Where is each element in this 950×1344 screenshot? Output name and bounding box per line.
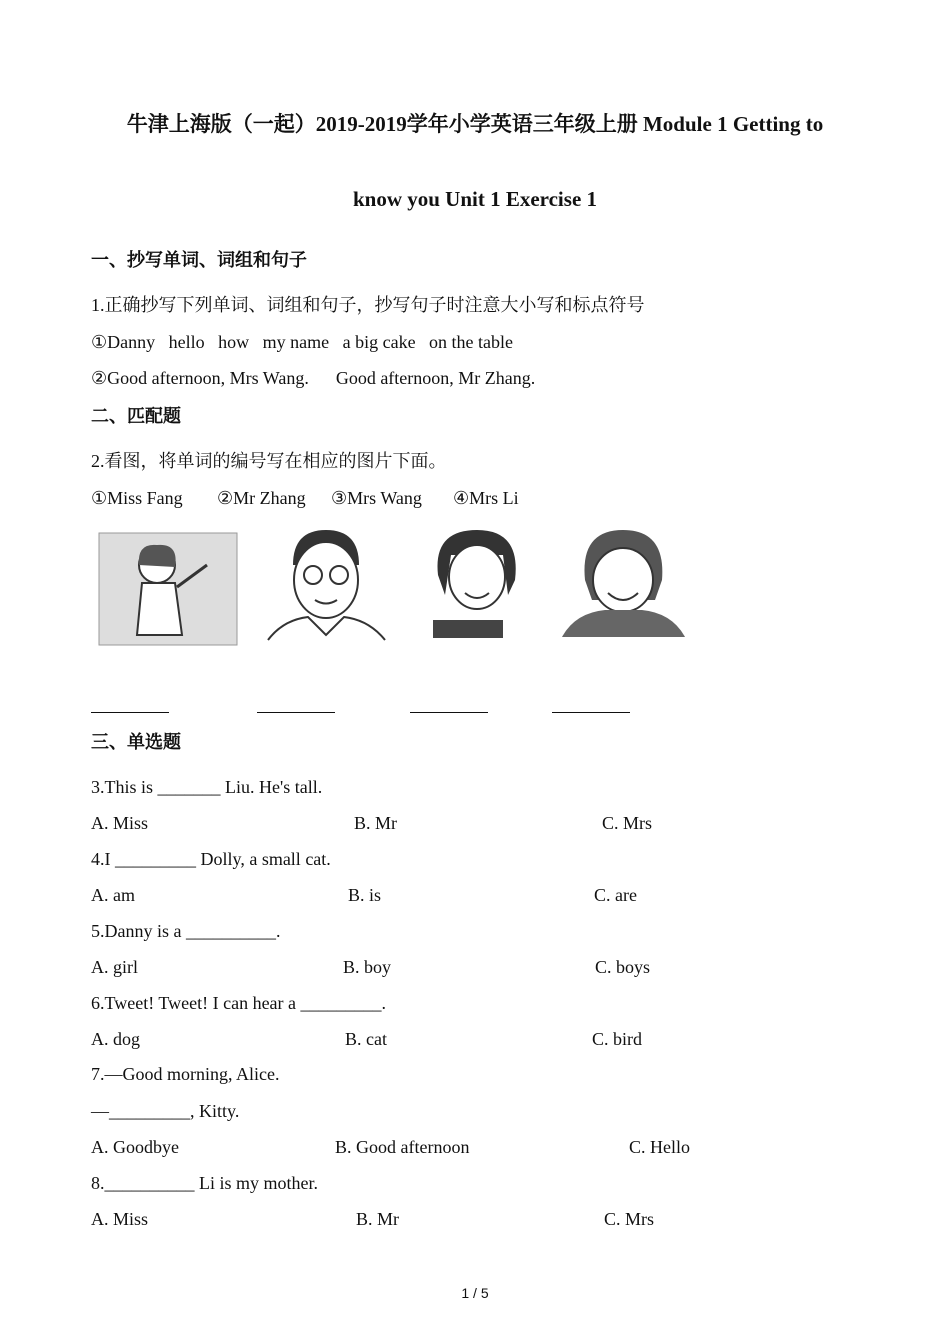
title-line-2: know you Unit 1 Exercise 1 [352,187,598,211]
option-c: C. bird [592,1029,643,1049]
option-a: A. Miss [91,813,149,833]
answer-blank[interactable] [257,712,335,713]
question-2: 2.看图，将单词的编号写在相应的图片下面。 [91,451,447,471]
picture-woman-smiling [560,525,687,650]
question-4-stem: 4.I _________ Dolly, a small cat. [91,849,331,869]
option-c: C. are [594,885,637,905]
option-c: C. boys [595,957,651,977]
option-c: C. Mrs [602,813,653,833]
option-c: C. Mrs [604,1209,655,1229]
title-line-1: 牛津上海版（一起）2019-2019学年小学英语三年级上册 Module 1 Getting to [126,112,824,136]
section-3-heading: 三、单选题 [91,732,181,752]
question-6-stem: 6.Tweet! Tweet! I can hear a _________. [91,993,387,1013]
option-a: A. girl [91,957,138,977]
question-5-stem: 5.Danny is a __________. [91,921,281,941]
picture-man-glasses [263,525,390,650]
option-a: A. am [91,885,135,905]
answer-blank[interactable] [91,712,169,713]
option-b: B. cat [345,1029,387,1049]
option-b: B. Good afternoon [335,1137,470,1157]
name-option: ③Mrs Wang [331,488,422,508]
answer-blank[interactable] [410,712,488,713]
option-a: A. dog [91,1029,140,1049]
option-b: B. Mr [354,813,398,833]
option-a: A. Miss [91,1209,149,1229]
section-2-heading: 二、匹配题 [91,406,181,426]
copy-line-1: ①Danny hello how my name a big cake on the table [91,332,514,352]
question-1: 1.正确抄写下列单词、词组和句子，抄写句子时注意大小写和标点符号 [91,295,645,315]
option-c: C. Hello [629,1137,690,1157]
option-b: B. Mr [356,1209,400,1229]
copy-line-2: ②Good afternoon, Mrs Wang. Good afternoon, Mr Zhang. [91,368,536,388]
question-8-stem: 8.__________ Li is my mother. [91,1173,318,1193]
question-3-stem: 3.This is _______ Liu. He's tall. [91,777,323,797]
option-a: A. Goodbye [91,1137,179,1157]
name-option: ①Miss Fang [91,488,183,508]
name-option: ②Mr Zhang [217,488,306,508]
section-1-heading: 一、抄写单词、词组和句子 [91,250,307,270]
page-number: 1 / 5 [461,1285,489,1301]
option-b: B. boy [343,957,392,977]
answer-blank[interactable] [552,712,630,713]
question-7-stem: 7.—Good morning, Alice. [91,1064,280,1084]
question-7-reply: —_________, Kitty. [91,1101,240,1121]
name-option: ④Mrs Li [453,488,519,508]
picture-woman-book [423,525,531,650]
picture-woman-waving [97,525,239,650]
option-b: B. is [348,885,382,905]
